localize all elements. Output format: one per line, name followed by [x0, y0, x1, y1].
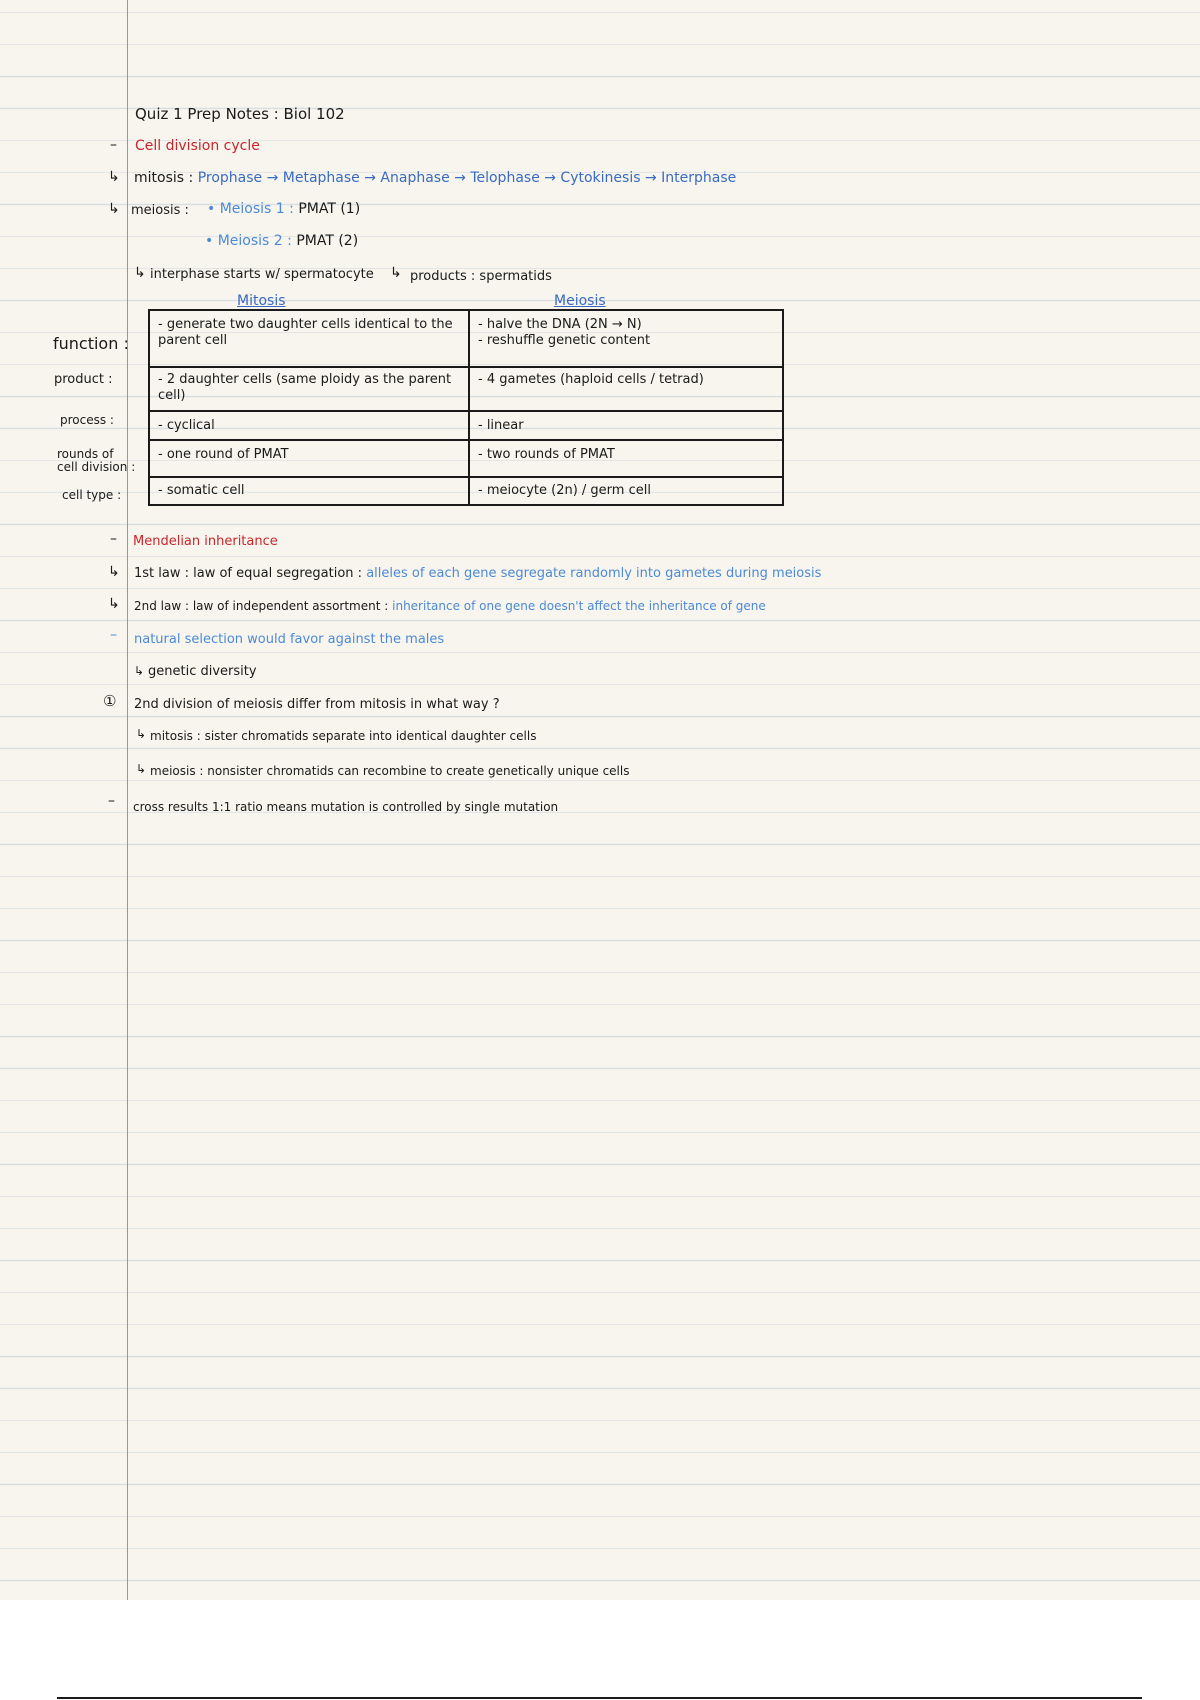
- answer-meiosis: meiosis : nonsister chromatids can recombine to create genetically unique cells: [150, 764, 630, 778]
- meiosis-label: meiosis :: [131, 203, 189, 218]
- row-label-function: function :: [53, 334, 129, 353]
- table-cell-mitosis: - one round of PMAT: [150, 441, 470, 476]
- table-header-mitosis: Mitosis: [237, 293, 286, 309]
- arrow-bullet-icon: ↳: [108, 596, 120, 612]
- genetic-diversity-note: genetic diversity: [148, 664, 257, 679]
- heading-mendelian: Mendelian inheritance: [133, 534, 278, 549]
- table-cell-meiosis: - linear: [478, 418, 524, 433]
- curved-arrow-icon: ↳: [390, 265, 402, 281]
- dash-bullet: –: [110, 137, 117, 153]
- table-header-meiosis: Meiosis: [554, 293, 606, 309]
- meiosis2-label: • Meiosis 2 :: [205, 233, 292, 249]
- natural-selection-note: natural selection would favor against the males: [134, 632, 445, 647]
- table-row: [150, 412, 782, 441]
- mitosis-phases: Prophase → Metaphase → Anaphase → Telophase → Cytokinesis → Interphase: [197, 170, 737, 186]
- answer-mitosis: mitosis : sister chromatids separate into identical daughter cells: [150, 729, 537, 743]
- law2-label: 2nd law : law of independent assortment :: [134, 599, 389, 613]
- meiosis1-label: • Meiosis 1 :: [207, 201, 294, 217]
- curved-arrow-icon: ↳: [134, 265, 146, 281]
- dash-bullet: –: [108, 793, 115, 809]
- products-note: products : spermatids: [410, 269, 552, 284]
- law1-text: alleles of each gene segregate randomly into gametes during meiosis: [366, 566, 822, 581]
- comparison-table: [148, 309, 784, 506]
- meiosis2-line: [205, 232, 358, 250]
- law1-line: [134, 565, 821, 583]
- page-title: Quiz 1 Prep Notes : Biol 102: [135, 105, 345, 123]
- arrow-bullet-icon: ↳: [108, 564, 120, 580]
- margin-line: [127, 0, 128, 1600]
- table-cell-meiosis: - meiocyte (2n) / germ cell: [478, 483, 651, 498]
- meiosis1-text: PMAT (1): [298, 201, 361, 217]
- cross-results-note: cross results 1:1 ratio means mutation is controlled by single mutation: [133, 800, 559, 814]
- dash-bullet: –: [110, 627, 117, 643]
- question-text: 2nd division of meiosis differ from mitosis in what way ?: [134, 697, 500, 712]
- row-label-cell-type: cell type :: [62, 488, 122, 502]
- table-cell-meiosis: - 4 gametes (haploid cells / tetrad): [478, 372, 704, 387]
- table-cell-mitosis: - somatic cell: [150, 478, 470, 504]
- table-row: [150, 311, 782, 368]
- page-divider: [57, 1697, 1142, 1699]
- question-number-icon: ①: [103, 692, 117, 710]
- table-cell-mitosis: - 2 daughter cells (same ploidy as the parent cell): [150, 368, 470, 410]
- arrow-bullet-icon: ↳: [136, 727, 147, 741]
- meiosis2-text: PMAT (2): [296, 233, 359, 249]
- interphase-note: interphase starts w/ spermatocyte: [150, 267, 374, 282]
- arrow-bullet-icon: ↳: [108, 169, 120, 185]
- row-label-process: process :: [60, 413, 114, 427]
- arrow-bullet-icon: ↳: [108, 201, 120, 217]
- table-row: [150, 368, 782, 412]
- table-cell-meiosis: - halve the DNA (2N → N) - reshuffle genetic content: [478, 317, 651, 348]
- heading-cell-division: Cell division cycle: [135, 138, 260, 154]
- table-row: [150, 441, 782, 478]
- table-row: [150, 478, 782, 504]
- law2-line: [134, 597, 766, 615]
- meiosis1-line: [207, 200, 360, 218]
- law1-label: 1st law : law of equal segregation :: [134, 566, 363, 581]
- table-cell-mitosis: - cyclical: [150, 412, 470, 439]
- row-label-rounds: rounds of cell division :: [57, 447, 136, 474]
- mitosis-line: [134, 169, 736, 187]
- arrow-bullet-icon: ↳: [134, 664, 145, 678]
- table-cell-meiosis: - two rounds of PMAT: [478, 447, 615, 462]
- mitosis-label: mitosis :: [134, 170, 194, 186]
- dash-bullet: –: [110, 531, 117, 547]
- table-cell-mitosis: - generate two daughter cells identical to the parent cell: [150, 311, 470, 366]
- row-label-product: product :: [54, 372, 113, 387]
- law2-text: inheritance of one gene doesn't affect the inheritance of gene: [392, 599, 766, 613]
- arrow-bullet-icon: ↳: [136, 762, 147, 776]
